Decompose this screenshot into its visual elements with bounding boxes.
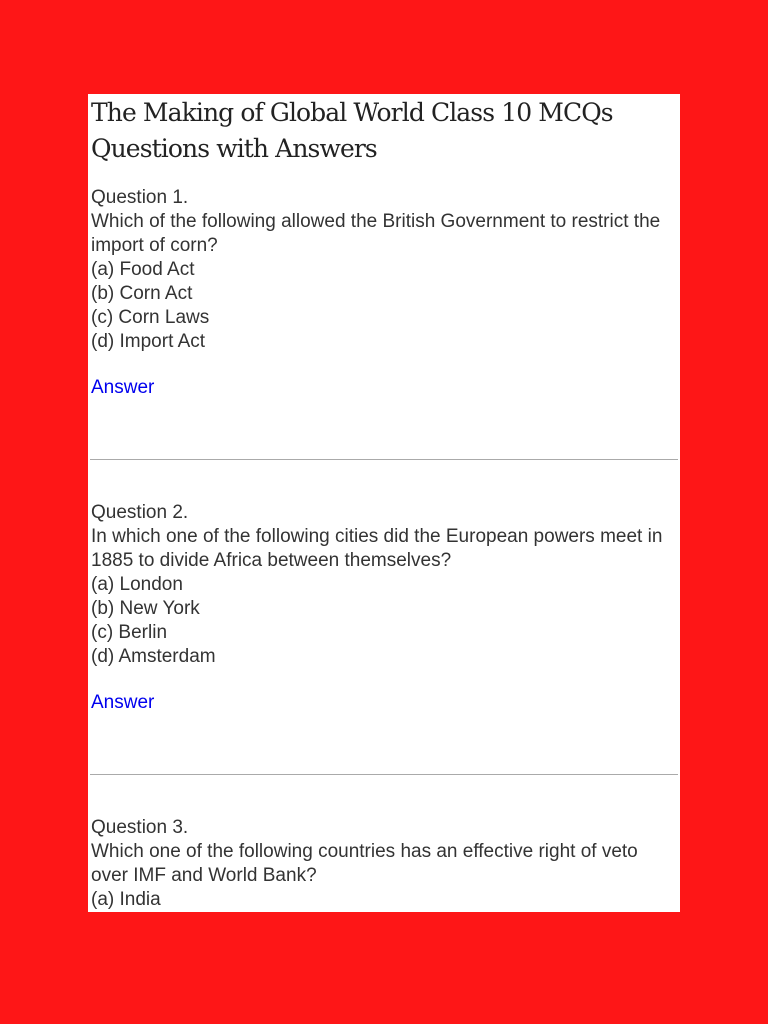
question-2 xyxy=(91,501,678,669)
question-2-text: In which one of the following cities did the European powers meet in 1885 to divide Africa between themselves? xyxy=(91,526,663,571)
question-2-label: Question 2. xyxy=(91,502,189,523)
question-1-option-c: (c) Corn Laws xyxy=(91,307,210,328)
question-2-option-d: (d) Amsterdam xyxy=(91,646,216,667)
question-2-option-a: (a) London xyxy=(91,574,183,595)
question-1-option-b: (b) Corn Act xyxy=(91,283,193,304)
question-2-option-c: (c) Berlin xyxy=(91,622,168,643)
question-3-option-a: (a) India xyxy=(91,889,161,910)
question-2-option-b: (b) New York xyxy=(91,598,200,619)
question-3 xyxy=(91,816,678,912)
question-1-answer-link[interactable]: Answer xyxy=(91,377,155,398)
question-3-label: Question 3. xyxy=(91,817,189,838)
question-2-answer-link[interactable]: Answer xyxy=(91,692,155,713)
question-3-text: Which one of the following countries has an effective right of veto over IMF and World Bank? xyxy=(91,841,638,886)
divider-2 xyxy=(90,774,678,775)
question-1-option-a: (a) Food Act xyxy=(91,259,195,280)
document-page xyxy=(88,94,680,912)
question-1-label: Question 1. xyxy=(91,187,189,208)
question-1 xyxy=(91,186,678,354)
question-1-text: Which of the following allowed the British Government to restrict the import of corn? xyxy=(91,211,661,256)
divider-1 xyxy=(90,459,678,460)
question-1-option-d: (d) Import Act xyxy=(91,331,206,352)
page-title: The Making of Global World Class 10 MCQs Questions with Answers xyxy=(91,98,613,163)
